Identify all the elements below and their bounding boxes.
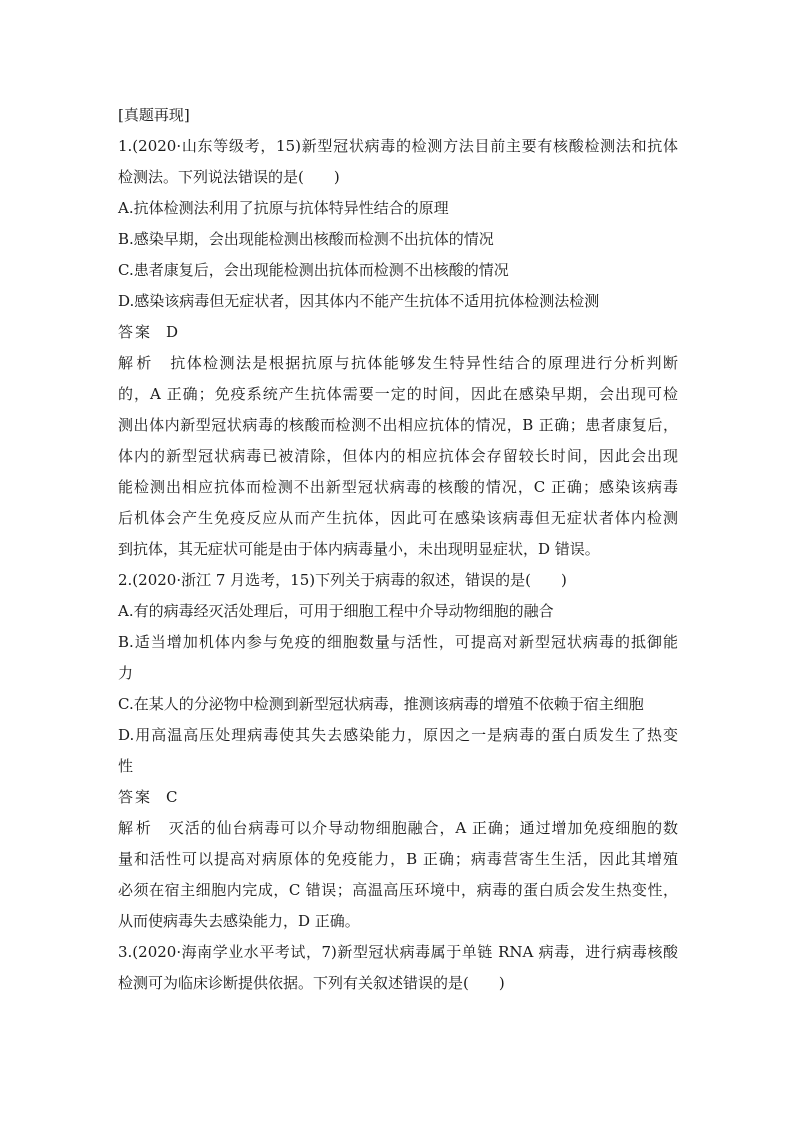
analysis-label: 解析 bbox=[118, 819, 154, 837]
question-stem-line: 2.(2020·浙江 7 月选考，15)下列关于病毒的叙述，错误的是( ) bbox=[118, 571, 567, 589]
analysis-line: 体内的新型冠状病毒已被清除，但体内的相应抗体会存留较长时间，因此会出现 bbox=[118, 447, 678, 465]
analysis-line: 必须在宿主细胞内完成，C 错误；高温高压环境中，病毒的蛋白质会发生热变性， bbox=[118, 881, 678, 899]
analysis-row bbox=[118, 348, 678, 379]
question-stem-line: 检测法。下列说法错误的是( ) bbox=[118, 168, 340, 186]
option-c: C.在某人的分泌物中检测到新型冠状病毒，推测该病毒的增殖不依赖于宿主细胞 bbox=[118, 695, 644, 713]
analysis-line: 从而使病毒失去感染能力，D 正确。 bbox=[118, 912, 360, 930]
option-c: C.患者康复后，会出现能检测出抗体而检测不出核酸的情况 bbox=[118, 261, 509, 279]
analysis-line: 测出体内新型冠状病毒的核酸而检测不出相应抗体的情况，B 正确；患者康复后， bbox=[118, 416, 678, 434]
option-d: D.感染该病毒但无症状者，因其体内不能产生抗体不适用抗体检测法检测 bbox=[118, 292, 600, 310]
analysis-line: 灭活的仙台病毒可以介导动物细胞融合，A 正确；通过增加免疫细胞的数 bbox=[167, 819, 678, 837]
analysis-line: 后机体会产生免疫反应从而产生抗体，因此可在感染该病毒但无症状者体内检测 bbox=[118, 509, 678, 527]
analysis-line: 能检测出相应抗体而检测不出新型冠状病毒的核酸的情况，C 正确；感染该病毒 bbox=[118, 478, 678, 496]
answer-value: D bbox=[166, 323, 179, 341]
answer-label: 答案 bbox=[118, 323, 153, 341]
option-d: D.用高温高压处理病毒使其失去感染能力，原因之一是病毒的蛋白质发生了热变 bbox=[118, 726, 678, 744]
page-content bbox=[118, 100, 678, 999]
option-a: A.抗体检测法利用了抗原与抗体特异性结合的原理 bbox=[118, 199, 449, 217]
option-d-continued: 性 bbox=[118, 757, 134, 775]
option-a: A.有的病毒经灭活处理后，可用于细胞工程中介导动物细胞的融合 bbox=[118, 602, 554, 620]
answer-value: C bbox=[166, 788, 178, 806]
question-1 bbox=[118, 131, 678, 565]
option-b: B.适当增加机体内参与免疫的细胞数量与活性，可提高对新型冠状病毒的抵御能 bbox=[118, 633, 678, 651]
answer-label: 答案 bbox=[118, 788, 153, 806]
option-b-continued: 力 bbox=[118, 664, 134, 682]
section-title: [真题再现] bbox=[118, 106, 190, 124]
question-3 bbox=[118, 937, 678, 999]
question-stem-line: 1.(2020·山东等级考，15)新型冠状病毒的检测方法目前主要有核酸检测法和抗体 bbox=[118, 137, 678, 155]
analysis-line: 量和活性可以提高对病原体的免疫能力，B 正确；病毒营寄生生活，因此其增殖 bbox=[118, 850, 678, 868]
answer-row bbox=[118, 782, 678, 813]
question-2 bbox=[118, 565, 678, 937]
analysis-line: 抗体检测法是根据抗原与抗体能够发生特异性结合的原理进行分析判断 bbox=[168, 354, 678, 372]
option-b: B.感染早期，会出现能检测出核酸而检测不出抗体的情况 bbox=[118, 230, 494, 248]
question-stem-line: 3.(2020·海南学业水平考试，7)新型冠状病毒属于单链 RNA 病毒，进行病毒核酸 bbox=[118, 943, 678, 961]
analysis-line: 的，A 正确；免疫系统产生抗体需要一定的时间，因此在感染早期，会出现可检 bbox=[118, 385, 678, 403]
analysis-label: 解析 bbox=[118, 354, 155, 372]
analysis-line: 到抗体，其无症状可能是由于体内病毒量小，未出现明显症状，D 错误。 bbox=[118, 540, 600, 558]
analysis-row bbox=[118, 813, 678, 844]
answer-row bbox=[118, 317, 678, 348]
question-stem-line: 检测可为临床诊断提供依据。下列有关叙述错误的是( ) bbox=[118, 974, 505, 992]
